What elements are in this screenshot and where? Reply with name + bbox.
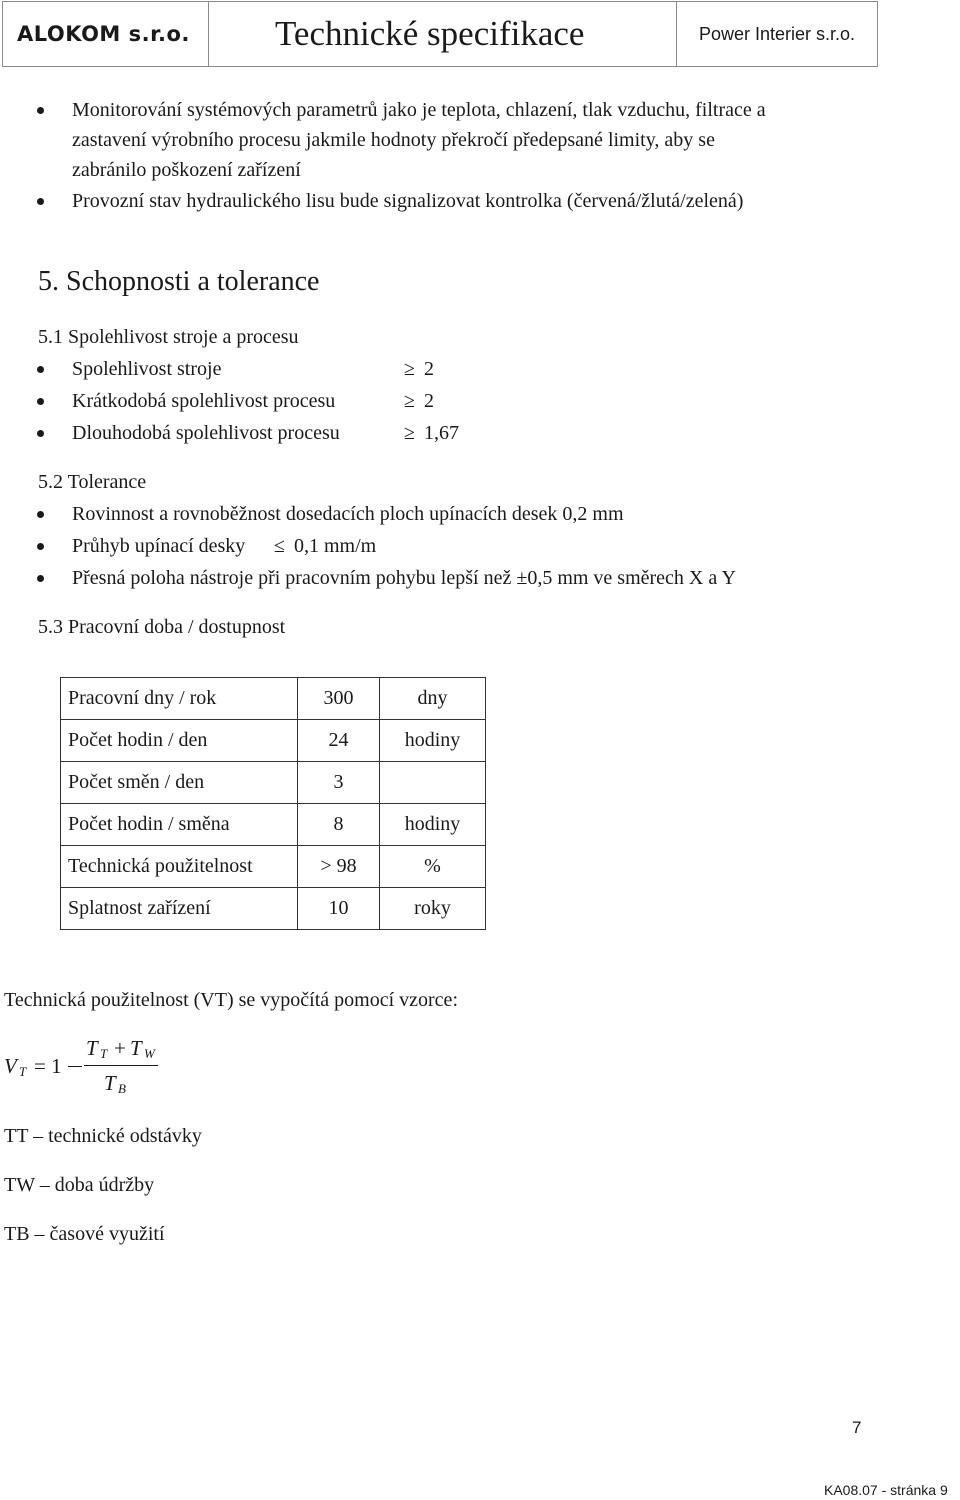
section-5-3-heading: 5.3 Pracovní doba / dostupnost xyxy=(38,616,286,638)
bullet-icon xyxy=(37,366,44,373)
formula-plus: + xyxy=(114,1036,126,1060)
section-5-heading: 5. Schopnosti a tolerance xyxy=(38,266,320,297)
le-symbol: ≤ xyxy=(274,535,285,557)
bullet-icon xyxy=(37,398,44,405)
table-cell: Splatnost zařízení xyxy=(61,888,298,930)
ge-symbol: ≥ xyxy=(404,390,415,412)
table-cell: > 98 xyxy=(298,846,380,888)
formula-fraction-bar xyxy=(84,1065,158,1066)
reliability-item-label: Dlouhodobá spolehlivost procesu xyxy=(72,422,340,444)
reliability-item-label: Krátkodobá spolehlivost procesu xyxy=(72,390,336,412)
working-time-table xyxy=(60,677,486,930)
legend-tb: TB – časové využití xyxy=(4,1223,165,1245)
reliability-item-value: 2 xyxy=(424,358,434,380)
table-cell: roky xyxy=(380,888,486,930)
reliability-item-value: 1,67 xyxy=(424,422,459,444)
formula-num-b-sub: W xyxy=(144,1046,155,1061)
table-cell: % xyxy=(380,846,486,888)
formula-lhs: V xyxy=(4,1054,17,1078)
tolerance-item-2-value: 0,1 mm/m xyxy=(294,535,377,557)
bullet-icon xyxy=(37,575,44,582)
table-cell: hodiny xyxy=(380,804,486,846)
section-5-2-heading: 5.2 Tolerance xyxy=(38,471,147,493)
ge-symbol: ≥ xyxy=(404,358,415,380)
formula-den: T xyxy=(104,1071,116,1095)
intro-bullet-1-line-3: zabránilo poškození zařízení xyxy=(72,159,301,181)
formula-eq: = 1 xyxy=(34,1054,62,1078)
intro-bullet-2: Provozní stav hydraulického lisu bude signalizovat kontrolka (červená/žlutá/zelená) xyxy=(72,190,744,212)
table-cell: Počet hodin / směna xyxy=(61,804,298,846)
formula-intro: Technická použitelnost (VT) se vypočítá pomocí vzorce: xyxy=(4,989,458,1011)
intro-bullet-1-line-1: Monitorování systémových parametrů jako je teplota, chlazení, tlak vzduchu, filtrace a xyxy=(72,99,766,121)
table-cell: dny xyxy=(380,678,486,720)
formula-minus xyxy=(68,1066,82,1067)
table-row xyxy=(61,678,486,720)
reliability-item-value: 2 xyxy=(424,390,434,412)
formula-lhs-sub: T xyxy=(19,1064,27,1079)
header-company-right: Power Interier s.r.o. xyxy=(698,23,856,44)
table-cell: 8 xyxy=(298,804,380,846)
formula-den-sub: B xyxy=(118,1081,126,1096)
table-cell: Technická použitelnost xyxy=(61,846,298,888)
table-cell: 3 xyxy=(298,762,380,804)
table-row xyxy=(61,888,486,930)
ge-symbol: ≥ xyxy=(404,422,415,444)
formula-num-a: T xyxy=(86,1036,98,1060)
table-row xyxy=(61,720,486,762)
legend-tw: TW – doba údržby xyxy=(4,1174,155,1196)
tolerance-item-3: Přesná poloha nástroje při pracovním pohybu lepší než ±0,5 mm ve směrech X a Y xyxy=(72,567,736,589)
table-cell: Počet hodin / den xyxy=(61,720,298,762)
bullet-icon xyxy=(37,430,44,437)
intro-bullet-1-line-2: zastavení výrobního procesu jakmile hodnoty překročí předepsané limity, aby se xyxy=(72,129,715,151)
bullet-icon xyxy=(37,107,44,114)
table-row xyxy=(61,846,486,888)
header-company-left: ALOKOM s.r.o. xyxy=(3,2,209,66)
table-row xyxy=(61,762,486,804)
table-cell: 300 xyxy=(298,678,380,720)
table-cell: Pracovní dny / rok xyxy=(61,678,298,720)
reliability-item-label: Spolehlivost stroje xyxy=(72,358,222,380)
section-5-1-heading: 5.1 Spolehlivost stroje a procesu xyxy=(38,326,299,348)
table-cell: hodiny xyxy=(380,720,486,762)
formula-num-a-sub: T xyxy=(100,1046,108,1061)
header-title: Technické specifikace xyxy=(209,2,677,66)
bullet-icon xyxy=(37,511,44,518)
table-cell: 24 xyxy=(298,720,380,762)
page-header xyxy=(2,1,878,67)
tolerance-item-1: Rovinnost a rovnoběžnost dosedacích ploch upínacích desek 0,2 mm xyxy=(72,503,624,525)
table-cell: 10 xyxy=(298,888,380,930)
table-row xyxy=(61,804,486,846)
bullet-icon xyxy=(37,543,44,550)
table-cell: Počet směn / den xyxy=(61,762,298,804)
legend-tt: TT – technické odstávky xyxy=(4,1125,202,1147)
formula-num-b: T xyxy=(130,1036,142,1060)
table-cell xyxy=(380,762,486,804)
tolerance-item-2-label: Průhyb upínací desky xyxy=(72,535,246,557)
bullet-icon xyxy=(37,198,44,205)
document-id: KA08.07 - stránka 9 xyxy=(824,1482,948,1498)
page-number: 7 xyxy=(852,1418,862,1437)
availability-formula xyxy=(4,1036,204,1106)
